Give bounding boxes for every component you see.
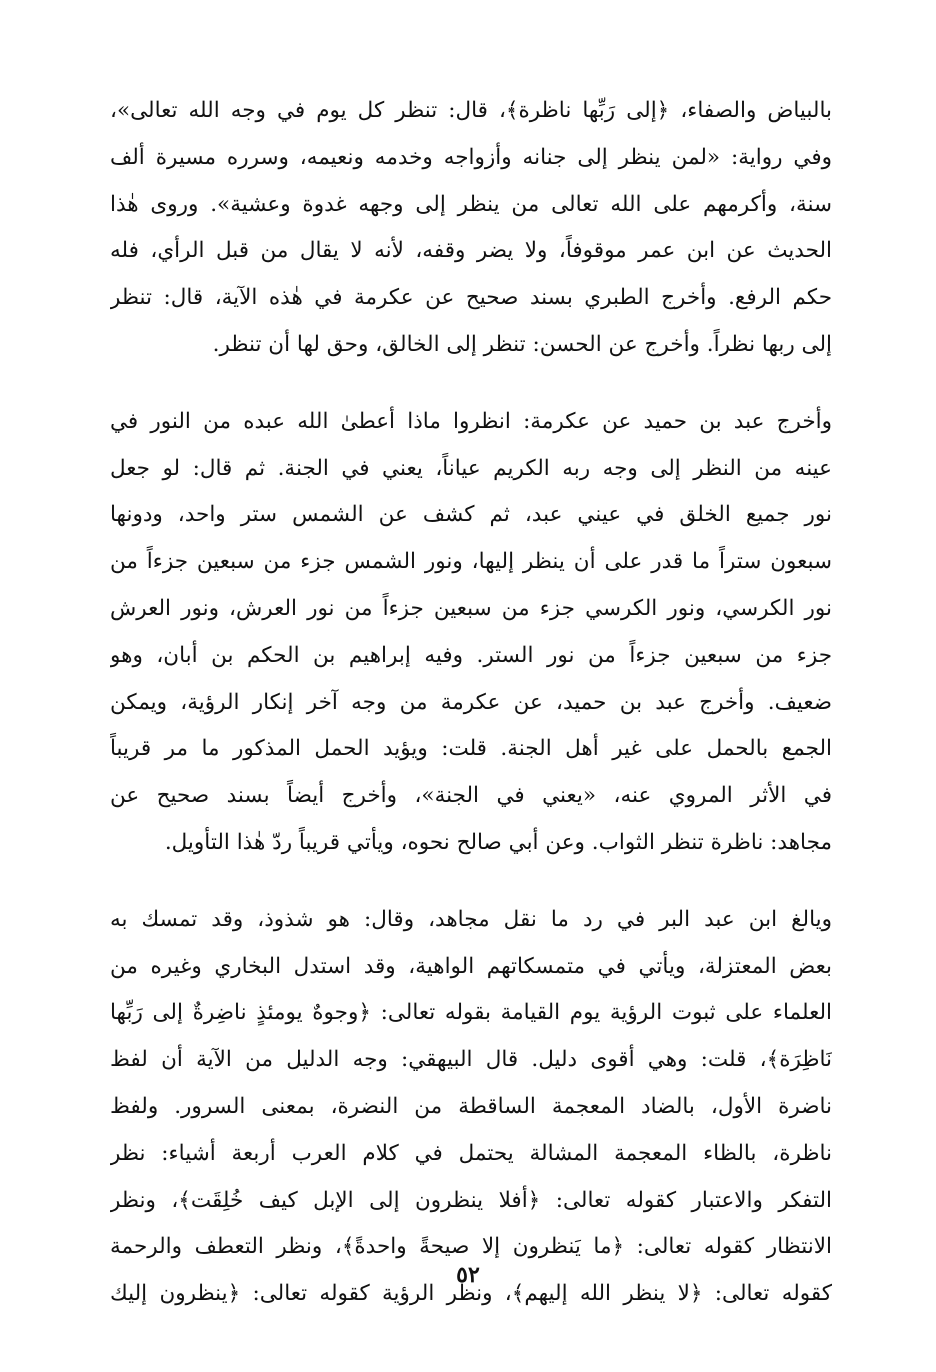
text-line: كقوله تعالى: ﴿لا ينظر الله إليهم﴾، ونظر الرؤية كقوله تعالى: ﴿ينظرون إليك (110, 1281, 832, 1307)
text-line: بالبياض والصفاء، ﴿إلى رَبِّها ناظرة﴾، قال: تنظر كل يوم في وجه الله تعالى»، (110, 98, 832, 123)
text-line: وأخرج عبد بن حميد عن عكرمة: انظروا ماذا أعطىٰ الله عبده من النور في (110, 408, 832, 434)
text-line: ضعيف. وأخرج عبد بن حميد، عن عكرمة من وجه آخر إنكار الرؤية، ويمكن (110, 689, 832, 715)
text-line: نور الكرسي، ونور الكرسي جزء من سبعين جزءاً من نور العرش، ونور العرش (110, 595, 832, 621)
paragraph-3 (110, 897, 832, 1318)
page-number: ٥٢ (456, 1262, 480, 1288)
text-line: العلماء على ثبوت الرؤية يوم القيامة بقوله تعالى: ﴿وجوهٌ يومئذٍ ناضِرةٌ إلى رَبِّها (110, 1000, 832, 1026)
text-line: التفكر والاعتبار كقوله تعالى: ﴿أفلا ينظرون إلى الإبل كيف خُلِقَت﴾، ونظر (110, 1187, 832, 1213)
text-line: مجاهد: ناظرة تنظر الثواب. وعن أبي صالح نحوه، ويأتي قريباً ردّ هٰذا التأويل. (164, 829, 832, 855)
text-line: في الأثر المروي عنه، «يعني في الجنة»، وأخرج أيضاً بسند صحيح عن (110, 783, 832, 809)
text-line: بعض المعتزلة، ويأتي في متمسكاتهم الواهية، وقد استدل البخاري وغيره من (110, 953, 832, 979)
text-line: سبعون ستراً ما قدر على أن ينظر إليها، ونور الشمس جزء من سبعين جزءاً من (110, 549, 832, 575)
paragraph-1 (110, 88, 832, 369)
text-line: عينه من النظر إلى وجه ربه الكريم عياناً، يعني في الجنة. ثم قال: لو جعل (110, 455, 832, 481)
text-line: ويالغ ابن عبد البر في رد ما نقل مجاهد، وقال: هو شذوذ، وقد تمسك به (110, 906, 832, 932)
paragraph-gap (110, 867, 832, 897)
text-line: سنة، وأكرمهم على الله تعالى من ينظر إلى وجهه غدوة وعشية». وروى هٰذا (110, 191, 832, 217)
text-line: جزء من سبعين جزءاً من نور الستر. وفيه إبراهيم بن الحكم بن أبان، وهو (110, 642, 832, 668)
text-line: نور جميع الخلق في عيني عبد، ثم كشف عن الشمس ستر واحد، ودونها (110, 502, 832, 528)
text-line: حكم الرفع. وأخرج الطبري بسند صحيح عن عكرمة في هٰذه الآية، قال: تنظر (110, 285, 832, 311)
paragraph-2 (110, 399, 832, 867)
text-line: ناظرة، بالظاء المعجمة المشالة يحتمل في كلام العرب أربعة أشياء: نظر (110, 1140, 832, 1166)
text-line: الجمع بالحمل على غير أهل الجنة. قلت: ويؤيد الحمل المذكور ما مر قريباً (110, 736, 832, 762)
text-line: وفي رواية: «لمن ينظر إلى جنانه وأزواجه وخدمه ونعيمه، وسرره مسيرة ألف (110, 144, 832, 170)
paragraph-gap (110, 369, 832, 399)
text-line: نَاظِرَة﴾، قلت: وهي أقوى دليل. قال البيهقي: وجه الدليل من الآية أن لفظ (110, 1047, 832, 1073)
text-line: الحديث عن ابن عمر موقوفاً، ولا يضر وقفه، لأنه لا يقال من قبل الرأي، فله (110, 238, 832, 264)
text-line: إلى ربها نظراً. وأخرج عن الحسن: تنظر إلى الخالق، وحق لها أن تنظر. (212, 331, 832, 357)
page-body (110, 88, 832, 1318)
text-line: الانتظار كقوله تعالى: ﴿ما يَنظرون إلا صيحةً واحدةً﴾، ونظر التعطف والرحمة (110, 1234, 832, 1260)
text-line: ناضرة الأول، بالضاد المعجمة الساقطة من النضرة، بمعنى السرور. ولفظ (110, 1093, 832, 1119)
